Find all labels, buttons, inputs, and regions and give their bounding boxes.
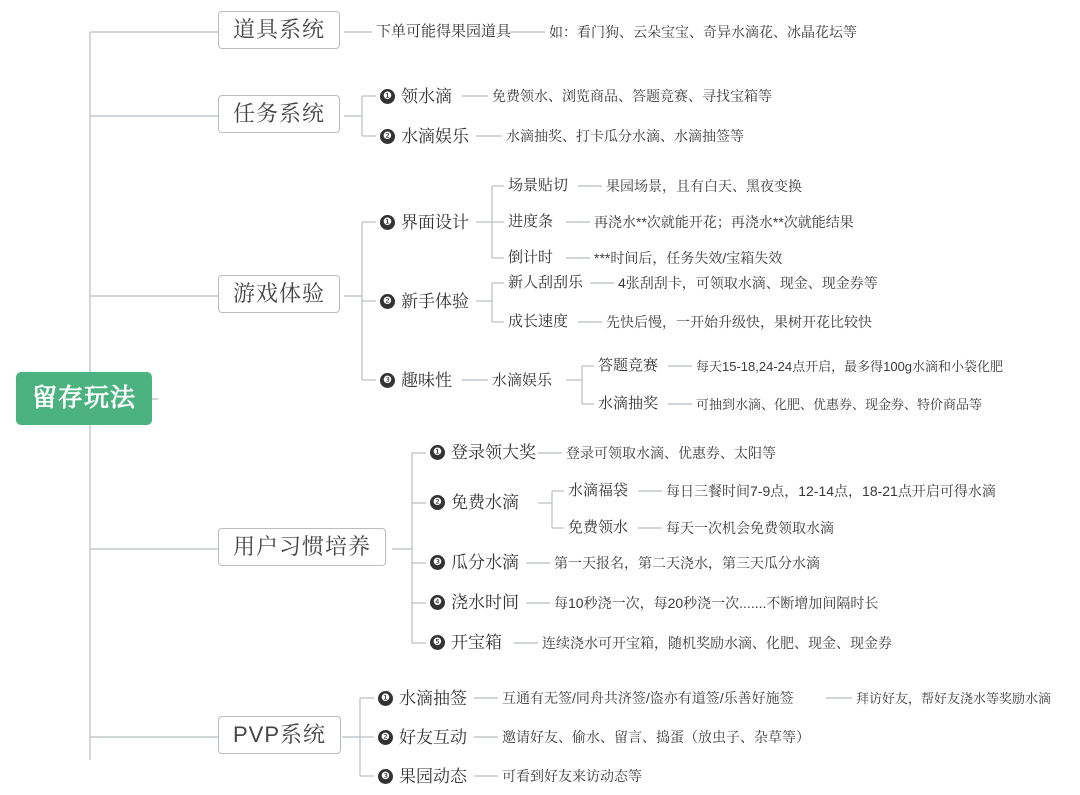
index-badge: ❷: [380, 294, 395, 309]
node-habit-1[interactable]: [430, 444, 536, 461]
index-badge: ❶: [430, 445, 445, 460]
node-habit-4[interactable]: [430, 594, 519, 611]
branch-label-experience[interactable]: 游戏体验: [218, 275, 340, 313]
index-badge: ❶: [380, 89, 395, 104]
index-badge: ❸: [430, 555, 445, 570]
node-habit-5-detail[interactable]: 连续浇水可开宝箱，随机奖励水滴、化肥、现金、现金券: [542, 635, 892, 651]
index-badge: ❷: [430, 495, 445, 510]
node-exp-3-1-1[interactable]: 答题竞赛: [598, 357, 659, 374]
node-task-1-detail[interactable]: 免费领水、浏览商品、答题竞赛、寻找宝箱等: [492, 88, 772, 104]
node-exp-2-1-detail[interactable]: 4张刮刮卡，可领取水滴、现金、现金券等: [618, 275, 878, 291]
node-exp-3-1-2-detail[interactable]: 可抽到水滴、化肥、优惠券、现金券、特价商品等: [696, 397, 983, 412]
branch-label-pvp[interactable]: PVP系统: [218, 716, 341, 754]
node-label: 瓜分水滴: [451, 553, 519, 572]
index-badge: ❺: [430, 635, 445, 650]
branch-label-props[interactable]: 道具系统: [218, 11, 340, 49]
node-label: 开宝箱: [451, 633, 502, 652]
node-exp-1-1[interactable]: 场景贴切: [508, 177, 569, 194]
node-habit-2-1-detail[interactable]: 每日三餐时间7-9点，12-14点，18-21点开启可得水滴: [666, 483, 996, 499]
node-exp-1-3-detail[interactable]: ***时间后，任务失效/宝箱失效: [594, 250, 783, 266]
node-label: 登录领大奖: [451, 443, 536, 462]
index-badge: ❹: [430, 595, 445, 610]
node-pvp-2[interactable]: [378, 729, 467, 746]
node-exp-1[interactable]: [380, 214, 469, 231]
index-badge: ❸: [378, 769, 393, 784]
node-pvp-1-detail[interactable]: 互通有无签/同舟共济签/盗亦有道签/乐善好施签: [502, 690, 794, 706]
node-exp-1-2-detail[interactable]: 再浇水**次就能开花；再浇水**次就能结果: [594, 214, 854, 230]
node-pvp-1[interactable]: [378, 690, 467, 707]
node-exp-2-1[interactable]: 新人刮刮乐: [508, 274, 584, 291]
node-habit-2[interactable]: [430, 494, 519, 511]
node-label: 界面设计: [401, 213, 469, 232]
node-habit-4-detail[interactable]: 每10秒浇一次，每20秒浇一次.......不断增加间隔时长: [554, 595, 879, 611]
node-pvp-3-detail[interactable]: 可看到好友来访动态等: [502, 768, 642, 784]
root-node[interactable]: 留存玩法: [16, 372, 152, 425]
node-exp-3-1-1-detail[interactable]: 每天15-18,24-24点开启，最多得100g水滴和小袋化肥: [696, 359, 1004, 374]
index-badge: ❶: [380, 215, 395, 230]
node-exp-2[interactable]: [380, 293, 469, 310]
index-badge: ❷: [378, 730, 393, 745]
index-badge: ❷: [380, 129, 395, 144]
node-exp-1-3[interactable]: 倒计时: [508, 249, 554, 266]
node-label: 领水滴: [401, 87, 452, 106]
node-habit-3-detail[interactable]: 第一天报名，第二天浇水，第三天瓜分水滴: [554, 555, 820, 571]
node-task-2-detail[interactable]: 水滴抽奖、打卡瓜分水滴、水滴抽签等: [506, 128, 744, 144]
node-habit-3[interactable]: [430, 554, 519, 571]
node-label: 新手体验: [401, 292, 469, 311]
node-habit-5[interactable]: [430, 634, 502, 651]
node-task-1[interactable]: [380, 88, 452, 105]
node-label: 趣味性: [401, 371, 452, 390]
node-exp-1-1-detail[interactable]: 果园场景，且有白天、黑夜变换: [606, 178, 802, 194]
node-exp-3-1[interactable]: 水滴娱乐: [492, 372, 553, 389]
node-exp-2-2-detail[interactable]: 先快后慢，一开始升级快，果树开花比较快: [606, 314, 872, 330]
node-habit-2-1[interactable]: 水滴福袋: [568, 482, 629, 499]
node-label: 好友互动: [399, 728, 467, 747]
node-pvp-2-detail[interactable]: 邀请好友、偷水、留言、捣蛋（放虫子、杂草等）: [502, 729, 810, 745]
node-props-child[interactable]: 下单可能得果园道具: [376, 23, 512, 40]
node-label: 免费水滴: [451, 493, 519, 512]
node-props-detail[interactable]: 如：看门狗、云朵宝宝、奇异水滴花、冰晶花坛等: [549, 24, 857, 40]
index-badge: ❶: [378, 691, 393, 706]
node-exp-3-1-2[interactable]: 水滴抽奖: [598, 395, 659, 412]
node-label: 果园动态: [399, 767, 467, 786]
node-exp-1-2[interactable]: 进度条: [508, 213, 554, 230]
node-label: 水滴抽签: [399, 689, 467, 708]
index-badge: ❸: [380, 373, 395, 388]
node-pvp-3[interactable]: [378, 768, 467, 785]
node-label: 水滴娱乐: [401, 127, 469, 146]
node-habit-2-2[interactable]: 免费领水: [568, 519, 629, 536]
branch-label-task[interactable]: 任务系统: [218, 95, 340, 133]
node-label: 浇水时间: [451, 593, 519, 612]
node-habit-1-detail[interactable]: 登录可领取水滴、优惠券、太阳等: [566, 445, 776, 461]
node-pvp-1-subdetail[interactable]: 拜访好友，帮好友浇水等奖励水滴: [856, 691, 1052, 706]
branch-label-habit[interactable]: 用户习惯培养: [218, 528, 386, 566]
node-habit-2-2-detail[interactable]: 每天一次机会免费领取水滴: [666, 520, 834, 536]
node-exp-2-2[interactable]: 成长速度: [508, 313, 569, 330]
node-exp-3[interactable]: [380, 372, 452, 389]
node-task-2[interactable]: [380, 128, 469, 145]
